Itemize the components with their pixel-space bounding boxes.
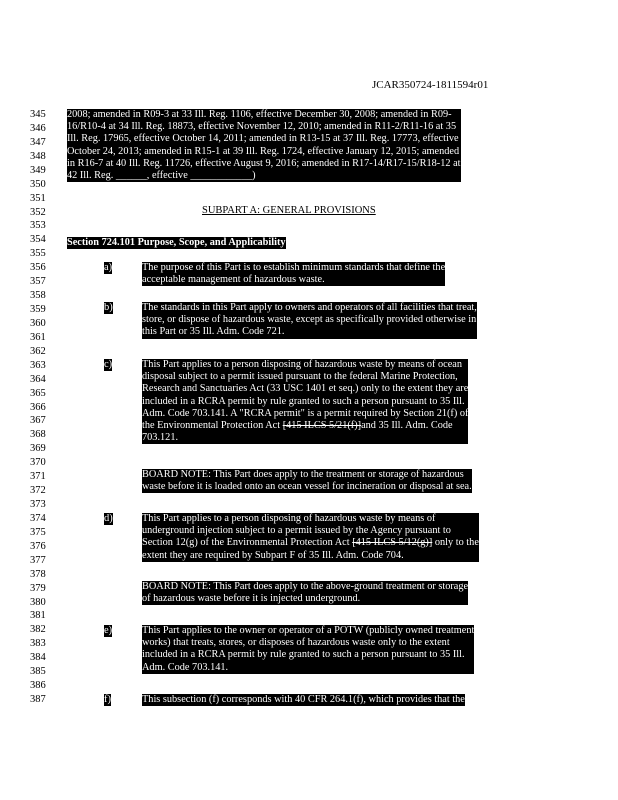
- text-line: Section 12(g) of the Environmental Protection Act [415 ILCS 5/12(g)] only to the: [142, 537, 479, 549]
- struck-citation: [415 ILCS 5/12(g)]: [352, 537, 433, 549]
- document-id: JCAR350724-1811594r01: [372, 79, 489, 91]
- text-line: 16/R10-4 at 34 Ill. Reg. 18873, effective November 12, 2010; amended in R11-2/R11-16 at 35: [67, 121, 457, 133]
- item-label-c: c): [104, 359, 113, 370]
- text-line: included in a RCRA permit by rule granted to such a person pursuant to 35 Ill.: [142, 649, 465, 661]
- line-number: 370: [30, 457, 46, 468]
- text-line: Ill. Reg. 17965, effective October 14, 2011; amended in R13-15 at 37 Ill. Reg. 17773, effective: [67, 133, 459, 145]
- line-number: 355: [30, 248, 46, 259]
- text-line: BOARD NOTE: This Part does apply to the above-ground treatment or storage: [142, 581, 469, 592]
- item-a-text: [142, 262, 445, 286]
- text-line: this Part or 35 Ill. Adm. Code 721.: [142, 326, 285, 338]
- item-label-e: e): [104, 625, 113, 636]
- section-heading: Section 724.101 Purpose, Scope, and Applicability: [67, 237, 286, 248]
- text-line: underground injection subject to a permit issued by the Agency pursuant to: [142, 525, 451, 537]
- text-line: disposal subject to a permit issued pursuant to the federal Marine Protection,: [142, 371, 458, 383]
- text-line: BOARD NOTE: This Part does apply to the treatment or storage of hazardous: [142, 469, 464, 480]
- line-number: 384: [30, 652, 46, 663]
- text-line: 2008; amended in R09-3 at 33 Ill. Reg. 1106, effective December 30, 2008; amended in R09-: [67, 109, 452, 120]
- board-note-injection: [142, 581, 468, 605]
- text-line: This Part applies to the owner or operator of a POTW (publicly owned treatment: [142, 625, 475, 636]
- line-number: 376: [30, 541, 46, 552]
- text-line: The purpose of this Part is to establish minimum standards that define the: [142, 262, 446, 273]
- item-label-d: d): [104, 513, 113, 524]
- text-line: Research and Sanctuaries Act (33 USC 1401 et seq.) only to the extent they are: [142, 383, 469, 395]
- line-number: 368: [30, 429, 46, 440]
- text-line: of hazardous waste before it is injected underground.: [142, 593, 361, 605]
- line-number: 386: [30, 680, 46, 691]
- line-number: 357: [30, 276, 46, 287]
- line-number: 374: [30, 513, 46, 524]
- line-number: 354: [30, 234, 46, 245]
- text-line: acceptable management of hazardous waste.: [142, 274, 325, 286]
- line-number: 367: [30, 415, 46, 426]
- item-e-text: [142, 625, 474, 674]
- line-number: 360: [30, 318, 46, 329]
- line-number: 349: [30, 165, 46, 176]
- line-number: 365: [30, 388, 46, 399]
- line-number: 350: [30, 179, 46, 190]
- line-number: 381: [30, 610, 46, 621]
- item-label-a: a): [104, 262, 113, 273]
- text-line: store, or dispose of hazardous waste, except as specifically provided otherwise in: [142, 314, 477, 326]
- line-number: 382: [30, 624, 46, 635]
- text-line: October 24, 2013; amended in R15-1 at 39 Ill. Reg. 1724, effective January 12, 2015; amended: [67, 145, 460, 157]
- text-line: The standards in this Part apply to owners and operators of all facilities that treat,: [142, 302, 477, 313]
- line-number: 358: [30, 290, 46, 301]
- text-line: This Part applies to a person disposing of hazardous waste by means of: [142, 513, 436, 524]
- line-number: 377: [30, 555, 46, 566]
- line-number: 387: [30, 694, 46, 705]
- line-number: 356: [30, 262, 46, 273]
- line-number: 378: [30, 569, 46, 580]
- text-line: Adm. Code 703.141. A "RCRA permit" is a permit required by Section 21(f) of: [142, 407, 469, 419]
- text-line: the Environmental Protection Act [415 ILCS 5/21(f)]and 35 Ill. Adm. Code: [142, 420, 453, 432]
- line-number: 362: [30, 346, 46, 357]
- line-number: 372: [30, 485, 46, 496]
- line-number: 346: [30, 123, 46, 134]
- text-line: This subsection (f) corresponds with 40 CFR 264.1(f), which provides that the: [142, 694, 465, 705]
- line-number: 383: [30, 638, 46, 649]
- line-number: 353: [30, 220, 46, 231]
- line-number: 361: [30, 332, 46, 343]
- line-number: 371: [30, 471, 46, 482]
- item-c-text: [142, 359, 468, 444]
- line-number: 352: [30, 207, 46, 218]
- line-number: 348: [30, 151, 46, 162]
- item-b-text: [142, 302, 477, 339]
- item-label-f: f): [104, 694, 111, 705]
- text-line: in R16-7 at 40 Ill. Reg. 11726, effective August 9, 2016; amended in R17-14/R17-15/R18-12 at: [67, 157, 461, 169]
- item-f-text: [142, 694, 465, 706]
- text-line: included in a RCRA permit by rule granted to such a person pursuant to 35 Ill.: [142, 395, 465, 407]
- line-number: 345: [30, 109, 46, 120]
- subpart-title: SUBPART A: GENERAL PROVISIONS: [202, 205, 376, 216]
- line-number: 373: [30, 499, 46, 510]
- board-note-ocean: [142, 469, 472, 493]
- line-number: 379: [30, 583, 46, 594]
- line-number: 380: [30, 597, 46, 608]
- line-number: 364: [30, 374, 46, 385]
- text-line: works) that treats, stores, or disposes of hazardous waste only to the extent: [142, 637, 450, 649]
- item-d-text: [142, 513, 479, 562]
- line-number: 385: [30, 666, 46, 677]
- line-number: 369: [30, 443, 46, 454]
- text-line: waste before it is loaded onto an ocean vessel for incineration or disposal at sea.: [142, 481, 472, 493]
- line-number: 363: [30, 360, 46, 371]
- line-number: 366: [30, 402, 46, 413]
- line-number: 359: [30, 304, 46, 315]
- line-number: 351: [30, 193, 46, 204]
- line-number: 347: [30, 137, 46, 148]
- history-note-block: [67, 109, 461, 182]
- text-line: This Part applies to a person disposing of hazardous waste by means of ocean: [142, 359, 462, 370]
- text-line: 42 Ill. Reg. ______, effective ____________): [67, 170, 256, 182]
- text-line: 703.121.: [142, 432, 179, 444]
- text-line: Adm. Code 703.141.: [142, 661, 229, 673]
- item-label-b: b): [104, 302, 113, 313]
- line-number: 375: [30, 527, 46, 538]
- struck-citation: [415 ILCS 5/21(f)]: [282, 420, 362, 432]
- text-line: extent they are required by Subpart F of 35 Ill. Adm. Code 704.: [142, 549, 404, 561]
